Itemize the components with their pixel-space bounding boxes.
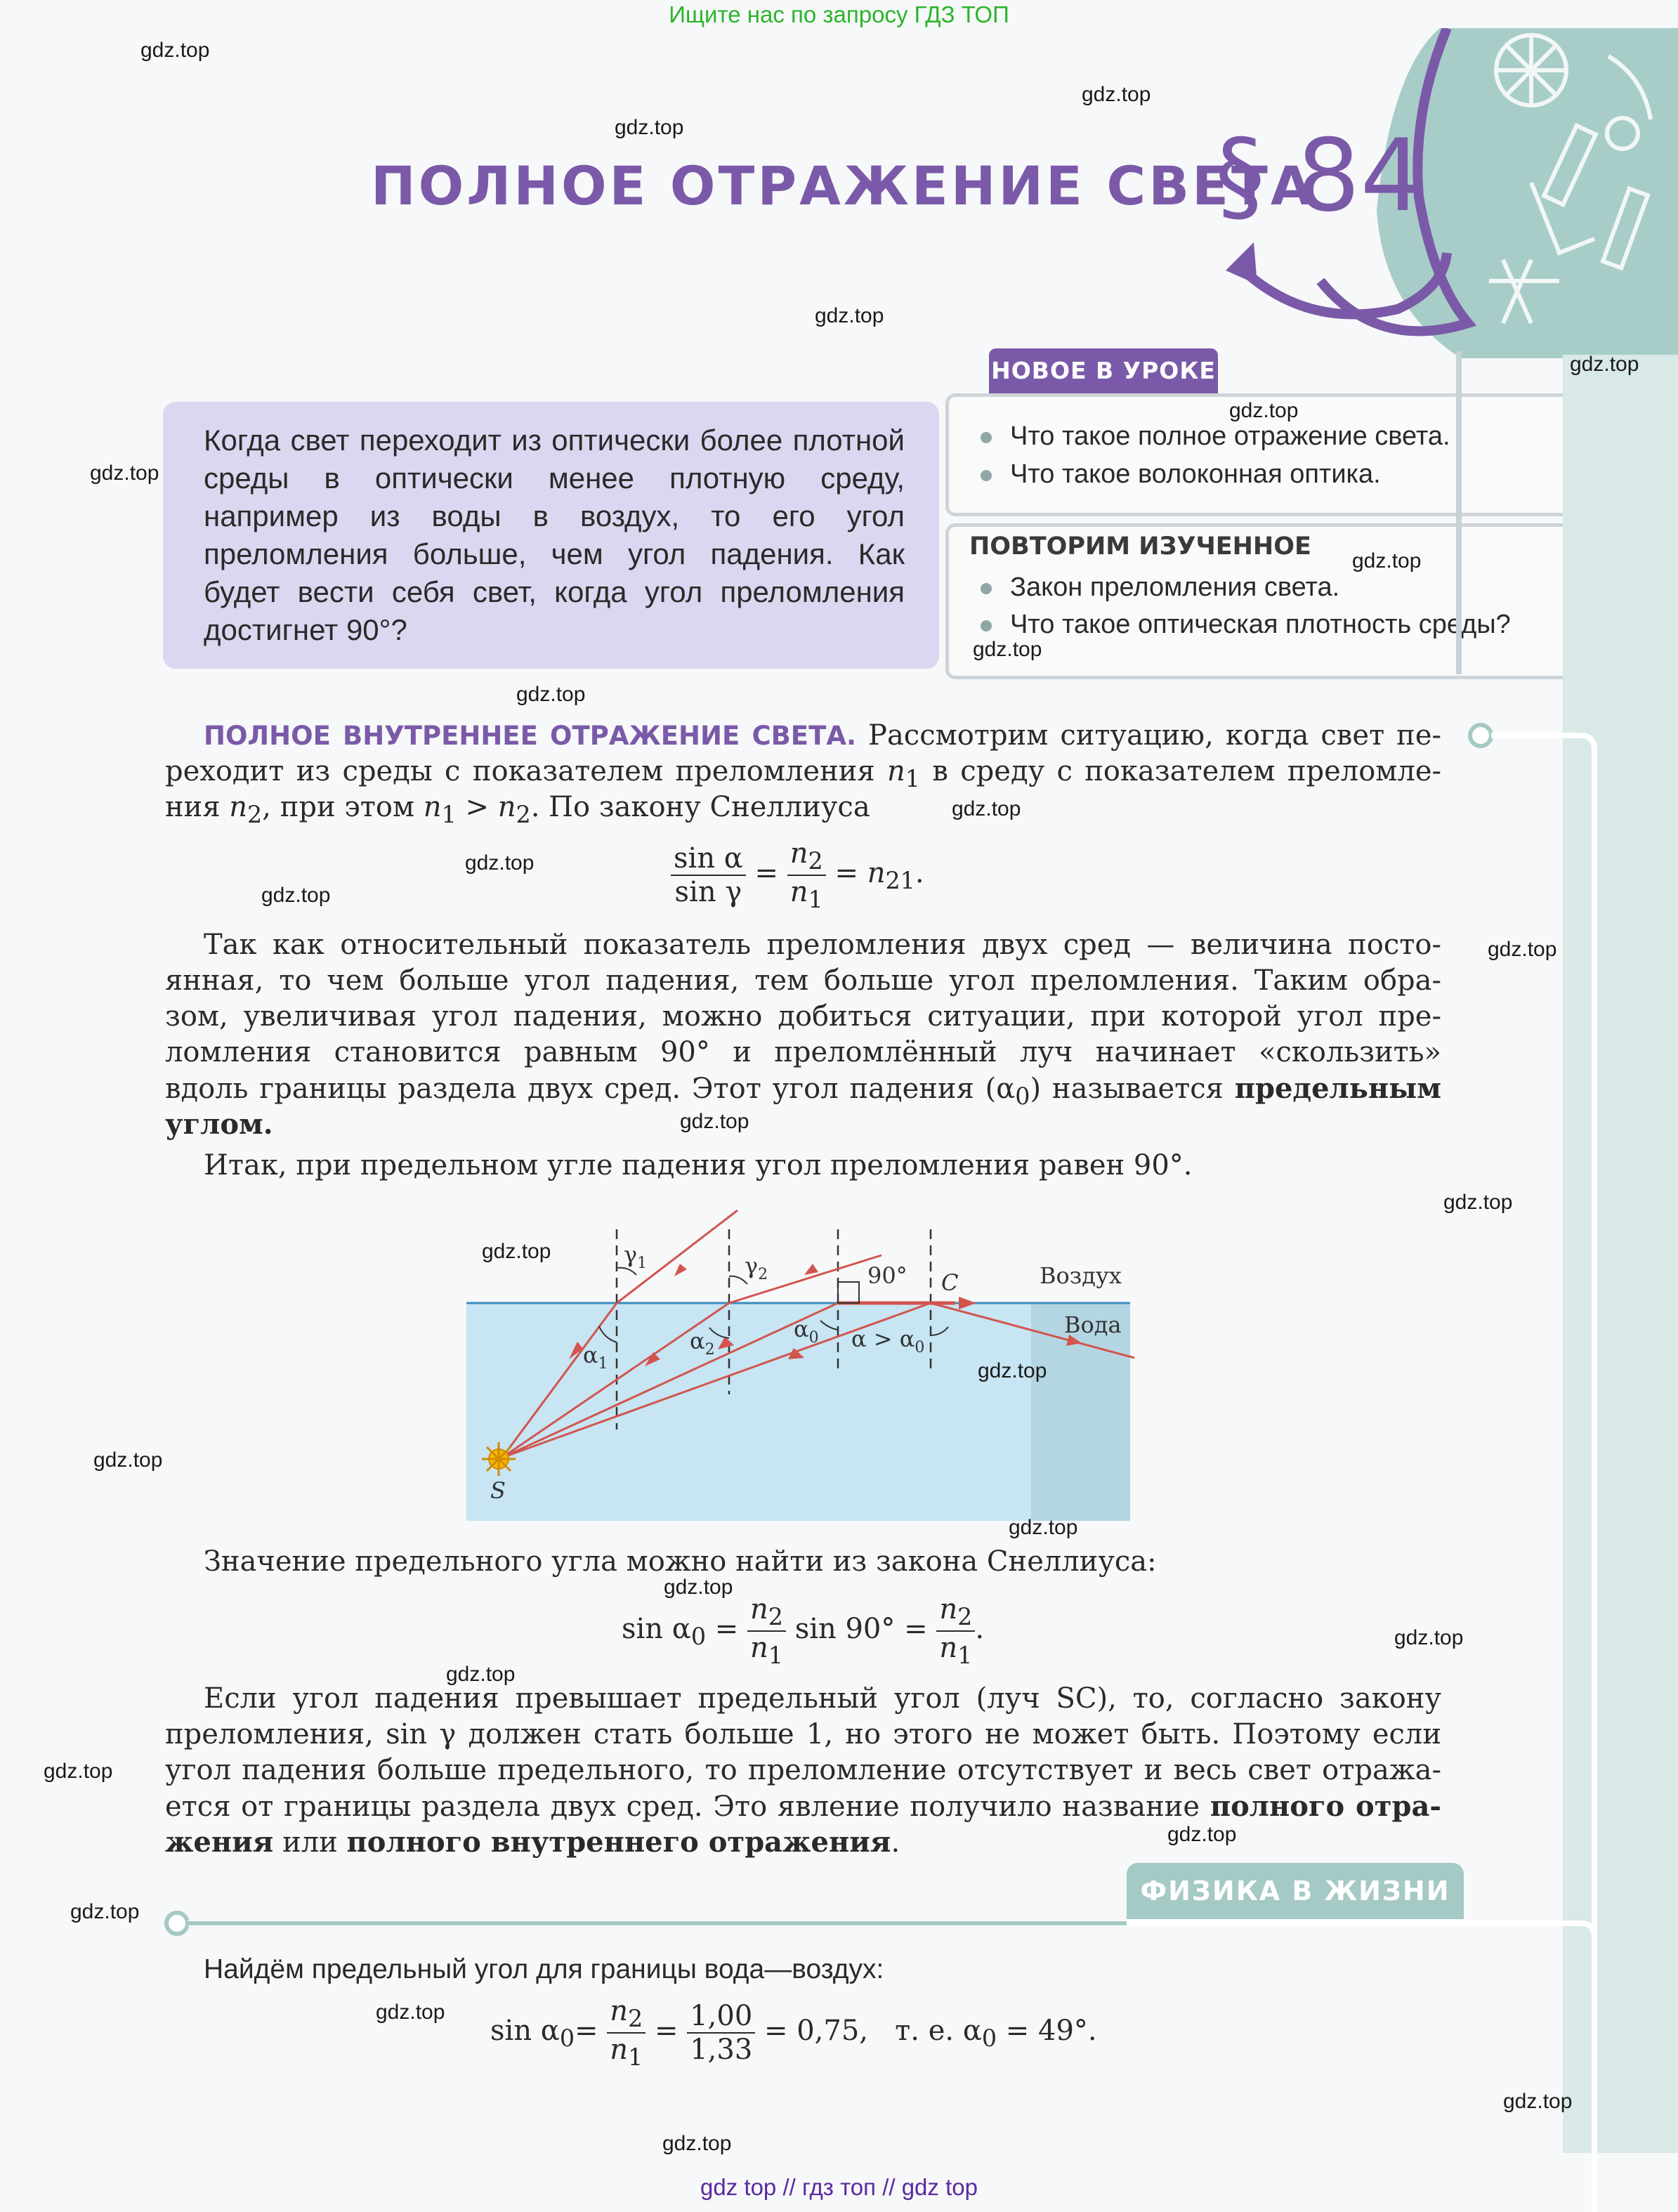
bold-term: полного отра- <box>1210 1790 1442 1823</box>
section-1-line-3: ния $n_2$, при этом $n_1 > n_2$. По закону Снеллиуса <box>165 791 870 828</box>
paragraph-5-line: угол падения больше предельного, то преломление отсутствует и весь свет отража- <box>165 1754 1441 1786</box>
subscript: 2 <box>808 847 823 875</box>
watermark: gdz.top <box>1167 1823 1237 1846</box>
formula-result: n <box>867 857 886 889</box>
formula-denominator: n <box>610 2034 629 2066</box>
watermark: gdz.top <box>973 638 1042 661</box>
watermark: gdz.top <box>516 683 586 706</box>
label-gamma1: $\gamma_1$ <box>624 1241 648 1272</box>
list-item-text: Что такое оптическая плотность среды? <box>1010 610 1511 639</box>
watermark: gdz.top <box>1503 2090 1573 2113</box>
watermark: gdz.top <box>1229 399 1299 422</box>
new-in-lesson-tag: НОВОЕ В УРОКЕ <box>989 348 1218 393</box>
paragraph-2-line: ломления становится равным 90° и преломлённый луч начинает «скользить» <box>165 1036 1441 1068</box>
watermark: gdz.top <box>815 304 884 327</box>
bold-term: предельным <box>1234 1072 1441 1105</box>
label-gamma2: $\gamma_2$ <box>745 1252 768 1283</box>
subscript: 1 <box>957 1642 973 1669</box>
label-alpha1: $\alpha_1$ <box>583 1342 608 1373</box>
formula-denominator: n <box>789 876 808 908</box>
watermark: gdz.top <box>44 1760 113 1783</box>
text: , при этом <box>262 791 415 823</box>
watermark: gdz.top <box>465 851 535 875</box>
watermark: gdz.top <box>952 797 1021 820</box>
watermark: gdz.top <box>615 116 684 139</box>
subscript: 1 <box>628 2043 643 2071</box>
text: sin α <box>490 2015 560 2047</box>
label-alpha-compare: $\alpha > \alpha_0$ <box>851 1326 925 1356</box>
bold-term: жения <box>165 1826 274 1859</box>
formula-denominator: sin γ <box>674 876 742 908</box>
subscript: 2 <box>768 1603 783 1630</box>
paragraph-2-line: зом, увеличивая угол падения, можно добиться ситуации, при которой угол пре- <box>165 1000 1441 1033</box>
paragraph-5-line <box>165 1824 900 1861</box>
text: ) называется <box>1030 1073 1224 1105</box>
label-90: 90° <box>867 1262 907 1289</box>
paragraph-2-line: янная, то чем больше угол падения, тем больше угол преломления. Таким обра- <box>165 964 1441 997</box>
watermark: gdz.top <box>1394 1626 1464 1649</box>
text: = 49°. <box>1005 2015 1097 2047</box>
subscript: 0 <box>981 2024 997 2052</box>
text: ния <box>165 791 221 823</box>
subscript: 2 <box>957 1603 973 1630</box>
watermark: gdz.top <box>1570 353 1639 376</box>
physics-in-life-tag: ФИЗИКА В ЖИЗНИ <box>1127 1863 1464 1919</box>
text: . По закону Снеллиуса <box>530 791 870 823</box>
paragraph-5-line <box>165 1788 1441 1825</box>
formula-snell: $\frac{\text{sin α}}{\text{sin γ}}$ = $\frac{n_2}{n_1}$ = $n_{21}$. <box>671 837 924 913</box>
formula-denominator: 1,33 <box>690 2034 753 2066</box>
text: реходит из среды с показателем преломления <box>165 755 875 787</box>
watermark: gdz.top <box>1488 938 1557 961</box>
formula-denominator: n <box>749 1632 768 1664</box>
section-1-line-1 <box>204 718 1441 754</box>
label-air: Воздух <box>1040 1262 1122 1289</box>
watermark: gdz.top <box>90 462 159 485</box>
paragraph-4: Значение предельного угла можно найти из закона Снеллиуса: <box>204 1545 1157 1578</box>
paragraph-3: Итак, при предельном угле падения угол преломления равен 90°. <box>204 1149 1193 1182</box>
review-title: ПОВТОРИМ ИЗУЧЕННОЕ <box>969 532 1311 561</box>
text: или <box>282 1826 338 1859</box>
watermark: gdz.top <box>376 2001 445 2024</box>
formula-numerator: 1,00 <box>687 2000 755 2034</box>
watermark: gdz.top <box>1443 1191 1513 1214</box>
watermark: gdz.top <box>1082 83 1151 106</box>
label-alpha2: $\alpha_2$ <box>690 1328 715 1359</box>
text: = 0,75, <box>763 2015 868 2047</box>
text: sin α <box>622 1613 691 1645</box>
list-item-text: Что такое полное отражение света. <box>1010 421 1450 451</box>
formula-denominator: n <box>939 1632 958 1664</box>
formula-numerator: n <box>749 1593 768 1625</box>
text: в среду с показателем преломле- <box>932 755 1442 787</box>
subscript: 2 <box>628 2005 643 2032</box>
bottom-banner[interactable]: gdz top // гдз топ // gdz top <box>700 2174 978 2200</box>
label-source: S <box>490 1477 506 1504</box>
paragraph-2-line: вдоль границы раздела двух сред. Этот угол падения $(\alpha_0)$ называется предельным <box>165 1072 1441 1110</box>
watermark: gdz.top <box>662 2132 732 2155</box>
text: вдоль границы раздела двух сред. Этот угол падения (α <box>165 1073 1016 1105</box>
subscript: 1 <box>768 1642 783 1669</box>
formula-numerator: sin α <box>671 842 746 876</box>
formula-water-air: $\sin \alpha_0=$ $\frac{n_2}{n_1}$ = $\frac{1,00}{1,33}$ = 0,75, т. е. $\alpha_0 = 49^\circ$. <box>490 1995 1097 2071</box>
watermark: gdz.top <box>93 1448 163 1472</box>
list-item-text: Закон преломления света. <box>1010 572 1340 602</box>
watermark: gdz.top <box>446 1663 516 1686</box>
page-title: ПОЛНОЕ ОТРАЖЕНИЕ СВЕТА <box>371 155 1315 217</box>
label-alpha0: $\alpha_0$ <box>794 1316 819 1347</box>
formula-numerator: n <box>939 1593 958 1625</box>
paragraph-6: Найдём предельный угол для границы вода—воздух: <box>204 1954 884 1984</box>
watermark: gdz.top <box>482 1240 551 1263</box>
bold-term: полного внутреннего отражения <box>346 1826 891 1859</box>
subscript: 1 <box>808 886 823 913</box>
intro-text: Когда свет переходит из оптически более плотной среды в оптически менее плотную среду, например из воды в воздух, то его угол преломления больше, чем угол падения. Как будет вести себя свет, когда угол преломления достигнет 90°? <box>204 424 905 646</box>
paragraph-2-line: углом. <box>165 1108 273 1141</box>
text: sin 90° <box>794 1613 896 1645</box>
formula-numerator: n <box>610 1995 629 2027</box>
text: т. е. α <box>895 2015 982 2047</box>
watermark: gdz.top <box>978 1359 1047 1382</box>
paragraph-2-line: Так как относительный показатель преломления двух сред — величина посто- <box>204 929 1441 961</box>
section-1-line-2: реходит из среды с показателем преломления $n_1$ в среду с показателем преломле- <box>165 755 1442 792</box>
formula-numerator: n <box>789 837 808 870</box>
watermark: gdz.top <box>140 39 210 62</box>
paragraph-5-line: преломления, sin γ должен стать больше 1, но этого не может быть. Поэтому если <box>165 1718 1441 1750</box>
watermark: gdz.top <box>1352 549 1422 572</box>
subscript: 0 <box>690 1623 707 1650</box>
watermark: gdz.top <box>70 1900 140 1923</box>
section-heading: ПОЛНОЕ ВНУТРЕННЕЕ ОТРАЖЕНИЕ СВЕТА. <box>204 721 857 751</box>
top-banner[interactable]: Ищите нас по запросу ГДЗ ТОП <box>669 1 1009 27</box>
subscript: 0 <box>559 2024 575 2052</box>
paragraph-number: § 84 <box>1215 118 1424 234</box>
sun-icon <box>482 1442 516 1476</box>
formula-critical-angle: $\sin \alpha_0$ = $\frac{n_2}{n_1}$ sin 90° = $\frac{n_2}{n_1}$ . <box>622 1593 985 1669</box>
label-c: C <box>941 1269 959 1296</box>
text: . <box>891 1826 900 1859</box>
paragraph-5-line: Если угол падения превышает предельный угол (луч SC), то, согласно закону <box>204 1682 1441 1715</box>
watermark: gdz.top <box>664 1576 733 1599</box>
subscript: 21 <box>885 867 915 894</box>
text: Рассмотрим ситуацию, когда свет пе- <box>868 719 1441 752</box>
text: ется от границы раздела двух сред. Это явление получило название <box>165 1791 1200 1823</box>
watermark: gdz.top <box>680 1110 749 1133</box>
watermark: gdz.top <box>261 884 331 907</box>
watermark: gdz.top <box>1009 1516 1078 1539</box>
list-item-text: Что такое волоконная оптика. <box>1010 459 1381 489</box>
refraction-diagram <box>464 1198 1152 1528</box>
label-water: Вода <box>1064 1311 1122 1338</box>
